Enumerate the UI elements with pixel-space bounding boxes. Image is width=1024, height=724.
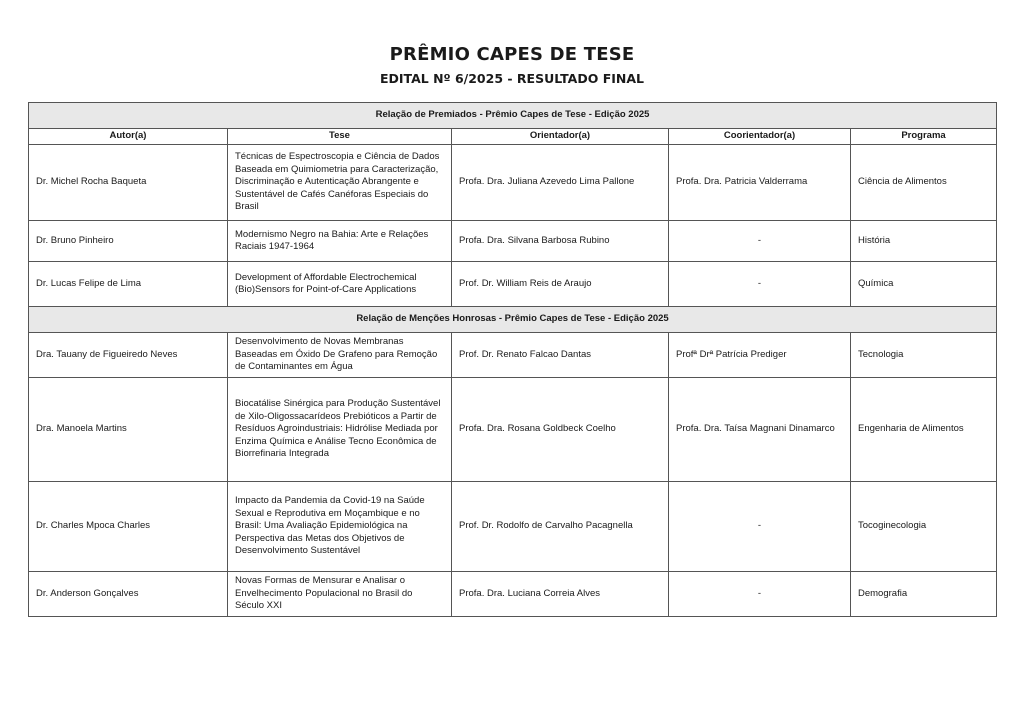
cell-coorientador: - xyxy=(669,482,851,572)
cell-orientador: Prof. Dr. Rodolfo de Carvalho Pacagnella xyxy=(452,482,669,572)
cell-tese: Biocatálise Sinérgica para Produção Sustentável de Xilo-Oligossacarídeos Prebióticos a Partir de Resíduos Agroindustriais: Hidrólise Mediada por Enzima Química e Análise Tecno Econômica de Biorrefinaria Integrada xyxy=(228,378,452,482)
cell-orientador: Profa. Dra. Rosana Goldbeck Coelho xyxy=(452,378,669,482)
document-title: PRÊMIO CAPES DE TESE xyxy=(389,44,635,65)
awards-section-header-row xyxy=(29,103,997,129)
column-header-programa: Programa xyxy=(851,129,997,145)
cell-programa: Demografia xyxy=(851,572,997,617)
table-row xyxy=(29,333,997,378)
table-row xyxy=(29,378,997,482)
cell-autor: Dr. Bruno Pinheiro xyxy=(29,221,228,262)
cell-programa: Tocoginecologia xyxy=(851,482,997,572)
cell-programa: Química xyxy=(851,262,997,307)
column-header-row xyxy=(29,129,997,145)
cell-coorientador: - xyxy=(669,572,851,617)
cell-tese: Técnicas de Espectroscopia e Ciência de Dados Baseada em Quimiometria para Caracterização, Discriminação e Autenticação Abrangente e Sustentável de Cafés Canéforas Especiais do Brasil xyxy=(228,145,452,221)
cell-autor: Dra. Manoela Martins xyxy=(29,378,228,482)
cell-orientador: Profa. Dra. Silvana Barbosa Rubino xyxy=(452,221,669,262)
cell-tese: Impacto da Pandemia da Covid-19 na Saúde Sexual e Reprodutiva em Moçambique e no Brasil: Uma Avaliação Epidemiológica na Perspectiva das Metas dos Objetivos de Desenvolvimento Sustentável xyxy=(228,482,452,572)
cell-programa: História xyxy=(851,221,997,262)
table-row xyxy=(29,221,997,262)
cell-autor: Dr. Charles Mpoca Charles xyxy=(29,482,228,572)
cell-autor: Dra. Tauany de Figueiredo Neves xyxy=(29,333,228,378)
honors-section-title: Relação de Menções Honrosas - Prêmio Capes de Tese - Edição 2025 xyxy=(29,307,997,333)
cell-tese: Desenvolvimento de Novas Membranas Baseadas em Óxido De Grafeno para Remoção de Contaminantes em Água xyxy=(228,333,452,378)
cell-coorientador: - xyxy=(669,221,851,262)
column-header-tese: Tese xyxy=(228,129,452,145)
cell-orientador: Profa. Dra. Juliana Azevedo Lima Pallone xyxy=(452,145,669,221)
document-subtitle: EDITAL Nº 6/2025 - RESULTADO FINAL xyxy=(379,71,644,86)
column-header-coorientador: Coorientador(a) xyxy=(669,129,851,145)
cell-programa: Engenharia de Alimentos xyxy=(851,378,997,482)
cell-autor: Dr. Anderson Gonçalves xyxy=(29,572,228,617)
results-table xyxy=(28,102,997,617)
table-row xyxy=(29,262,997,307)
cell-coorientador: Profa. Dra. Patricia Valderrama xyxy=(669,145,851,221)
cell-orientador: Profa. Dra. Luciana Correia Alves xyxy=(452,572,669,617)
cell-programa: Tecnologia xyxy=(851,333,997,378)
cell-coorientador: - xyxy=(669,262,851,307)
cell-coorientador: Profa. Dra. Taísa Magnani Dinamarco xyxy=(669,378,851,482)
cell-autor: Dr. Michel Rocha Baqueta xyxy=(29,145,228,221)
cell-coorientador: Profª Drª Patrícia Prediger xyxy=(669,333,851,378)
column-header-orientador: Orientador(a) xyxy=(452,129,669,145)
cell-autor: Dr. Lucas Felipe de Lima xyxy=(29,262,228,307)
honors-section-header-row xyxy=(29,307,997,333)
table-row xyxy=(29,482,997,572)
column-header-autor: Autor(a) xyxy=(29,129,228,145)
cell-orientador: Prof. Dr. William Reis de Araujo xyxy=(452,262,669,307)
table-row xyxy=(29,145,997,221)
cell-programa: Ciência de Alimentos xyxy=(851,145,997,221)
cell-orientador: Prof. Dr. Renato Falcao Dantas xyxy=(452,333,669,378)
table-row xyxy=(29,572,997,617)
cell-tese: Novas Formas de Mensurar e Analisar o Envelhecimento Populacional no Brasil do Século XXI xyxy=(228,572,452,617)
cell-tese: Modernismo Negro na Bahia: Arte e Relações Raciais 1947-1964 xyxy=(228,221,452,262)
awards-section-title: Relação de Premiados - Prêmio Capes de Tese - Edição 2025 xyxy=(29,103,997,129)
cell-tese: Development of Affordable Electrochemical (Bio)Sensors for Point-of-Care Applications xyxy=(228,262,452,307)
